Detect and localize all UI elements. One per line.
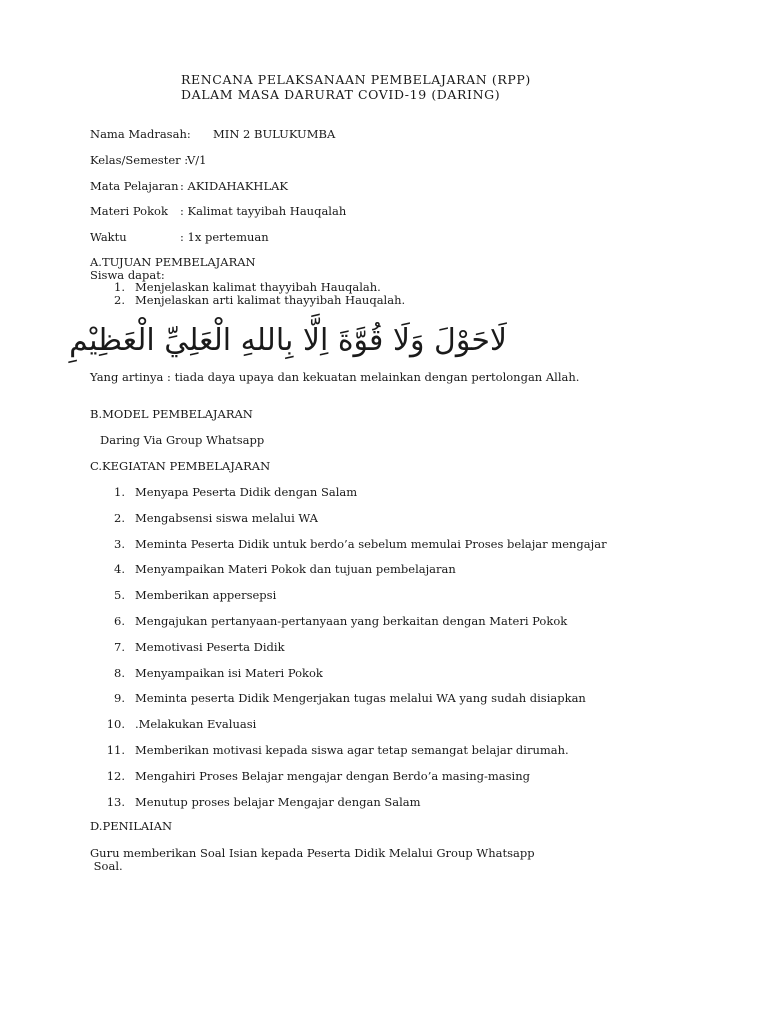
activity-item: Memberikan appersepsi xyxy=(135,588,277,602)
activity-number: 1. xyxy=(114,485,125,499)
activity-number: 2. xyxy=(114,511,125,525)
section-c-heading: C.KEGIATAN PEMBELAJARAN xyxy=(90,459,271,473)
kelas-value: V/1 xyxy=(187,153,207,167)
mapel-value: : AKIDAHAKHLAK xyxy=(180,179,288,193)
materi-value: : Kalimat tayyibah Hauqalah xyxy=(180,204,347,218)
activity-item: Meminta peserta Didik Mengerjakan tugas melalui WA yang sudah disiapkan xyxy=(135,691,586,705)
section-b-heading: B.MODEL PEMBELAJARAN xyxy=(90,407,253,421)
activity-item: Mengahiri Proses Belajar mengajar dengan Berdo’a masing-masing xyxy=(135,769,530,783)
activity-item: Menyapa Peserta Didik dengan Salam xyxy=(135,485,358,499)
mapel-label: Mata Pelajaran xyxy=(90,179,179,193)
section-a-heading: A.TUJUAN PEMBELAJARAN xyxy=(90,255,256,269)
activity-number: 7. xyxy=(114,640,125,654)
activity-number: 10. xyxy=(106,717,125,731)
activity-number: 8. xyxy=(114,666,125,680)
title-line-2: DALAM MASA DARURAT COVID-19 (DARING) xyxy=(181,87,501,102)
activity-item: .Melakukan Evaluasi xyxy=(135,717,257,731)
title-line-1: RENCANA PELAKSANAAN PEMBELAJARAN (RPP) xyxy=(181,72,531,87)
materi-label: Materi Pokok xyxy=(90,204,168,218)
activity-number: 5. xyxy=(114,588,125,602)
activity-item: Mengajukan pertanyaan-pertanyaan yang berkaitan dengan Materi Pokok xyxy=(135,614,568,628)
section-a-item-1-text: Menjelaskan kalimat thayyibah Hauqalah. xyxy=(135,280,381,294)
section-b-text: Daring Via Group Whatsapp xyxy=(100,433,265,447)
activity-item: Menyampaikan Materi Pokok dan tujuan pembelajaran xyxy=(135,562,456,576)
waktu-label: Waktu xyxy=(90,230,127,244)
section-a-intro: Siswa dapat: xyxy=(90,268,165,282)
activity-number: 13. xyxy=(106,795,125,809)
activity-number: 4. xyxy=(114,562,125,576)
madrasah-label: Nama Madrasah: xyxy=(90,127,191,141)
section-d-text-2: Soal. xyxy=(90,859,123,873)
section-d-text-1: Guru memberikan Soal Isian kepada Peserta Didik Melalui Group Whatsapp xyxy=(90,846,535,860)
activity-item: Meminta Peserta Didik untuk berdo’a sebelum memulai Proses belajar mengajar xyxy=(135,537,607,551)
section-a-item-2-text: Menjelaskan arti kalimat thayyibah Hauqalah. xyxy=(135,293,406,307)
activity-number: 3. xyxy=(114,537,125,551)
madrasah-value: MIN 2 BULUKUMBA xyxy=(213,127,336,141)
activity-item: Memotivasi Peserta Didik xyxy=(135,640,285,654)
activity-item: Menutup proses belajar Mengajar dengan Salam xyxy=(135,795,421,809)
section-a-item-1-num: 1. xyxy=(114,280,125,294)
activity-number: 12. xyxy=(106,769,125,783)
activity-item: Menyampaikan isi Materi Pokok xyxy=(135,666,323,680)
section-a-item-2-num: 2. xyxy=(114,293,125,307)
activity-item: Mengabsensi siswa melalui WA xyxy=(135,511,318,525)
activity-number: 11. xyxy=(106,743,125,757)
waktu-value: : 1x pertemuan xyxy=(180,230,269,244)
activity-number: 6. xyxy=(114,614,125,628)
activity-item: Memberikan motivasi kepada siswa agar tetap semangat belajar dirumah. xyxy=(135,743,569,757)
section-d-heading: D.PENILAIAN xyxy=(90,819,173,833)
section-a-meaning: Yang artinya : tiada daya upaya dan kekuatan melainkan dengan pertolongan Allah. xyxy=(90,370,580,384)
arabic-hauqalah: لَاحَوْلَ وَلَا قُوَّةَ اِلَّا بِاللهِ الْعَلِيِّ الْعَظِيْمِ xyxy=(69,323,507,358)
activity-number: 9. xyxy=(114,691,125,705)
kelas-label: Kelas/Semester : xyxy=(90,153,189,167)
